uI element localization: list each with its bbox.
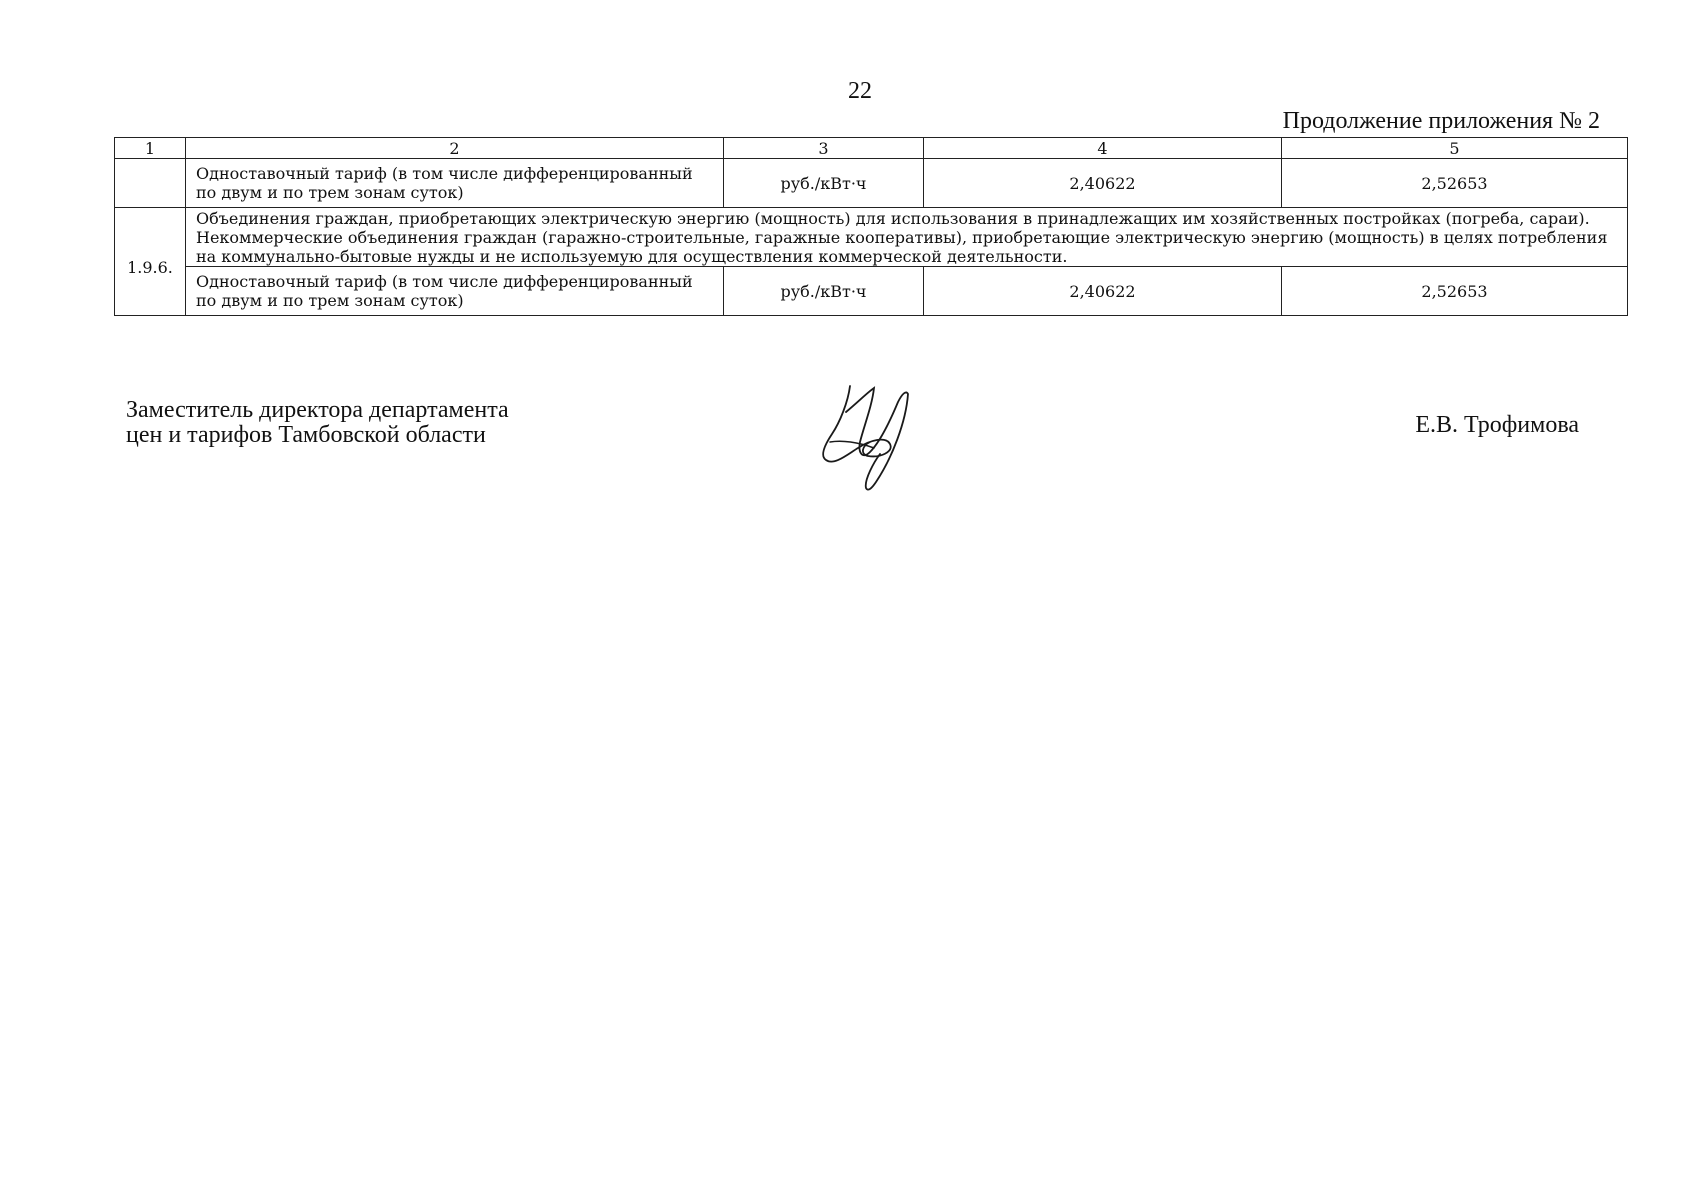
value-cell-5: 2,52653 (1282, 159, 1628, 208)
table-row (115, 267, 1628, 316)
row-number-cell: 1.9.6. (115, 208, 186, 316)
value-cell-4: 2,40622 (924, 159, 1282, 208)
tariff-table (114, 137, 1628, 316)
column-number: 2 (186, 138, 724, 159)
page-number: 22 (848, 78, 872, 104)
signer-name: Е.В. Трофимова (1415, 412, 1579, 438)
description-line: на коммунально-бытовые нужды и не используемую для осуществления коммерческой деятельности. (196, 246, 1068, 266)
appendix-continuation-label: Продолжение приложения № 2 (1282, 108, 1600, 134)
row-number-cell (115, 159, 186, 208)
table-row (115, 159, 1628, 208)
unit-cell: руб./кВт·ч (724, 267, 924, 316)
tariff-name-cell (186, 159, 724, 208)
column-number: 1 (115, 138, 186, 159)
tariff-name-cell (186, 267, 724, 316)
table-row (115, 208, 1628, 267)
tariff-name-line: по двум и по трем зонам суток) (196, 183, 464, 202)
tariff-name-line: Одноставочный тариф (в том числе дифференцированный (196, 272, 693, 291)
description-line: Объединения граждан, приобретающих электрическую энергию (мощность) для использования в принадлежащих им хозяйственных постройках (погреба, сараи). (196, 208, 1590, 228)
value-cell-4: 2,40622 (924, 267, 1282, 316)
position-line: цен и тарифов Тамбовской области (126, 422, 486, 448)
tariff-name-line: по двум и по трем зонам суток) (196, 291, 464, 310)
tariff-name-line: Одноставочный тариф (в том числе дифференцированный (196, 164, 693, 183)
unit-cell: руб./кВт·ч (724, 159, 924, 208)
column-number-row (115, 138, 1628, 159)
value-cell-5: 2,52653 (1282, 267, 1628, 316)
column-number: 4 (924, 138, 1282, 159)
column-number: 3 (724, 138, 924, 159)
column-number: 5 (1282, 138, 1628, 159)
signatory-position (126, 398, 509, 448)
handwritten-signature (818, 382, 918, 494)
description-line: Некоммерческие объединения граждан (гаражно-строительные, гаражные кооперативы), приобретающие электрическую энергию (мощность) в целях потребления (196, 227, 1608, 247)
consumer-group-description (186, 208, 1628, 267)
position-line: Заместитель директора департамента (126, 397, 509, 423)
